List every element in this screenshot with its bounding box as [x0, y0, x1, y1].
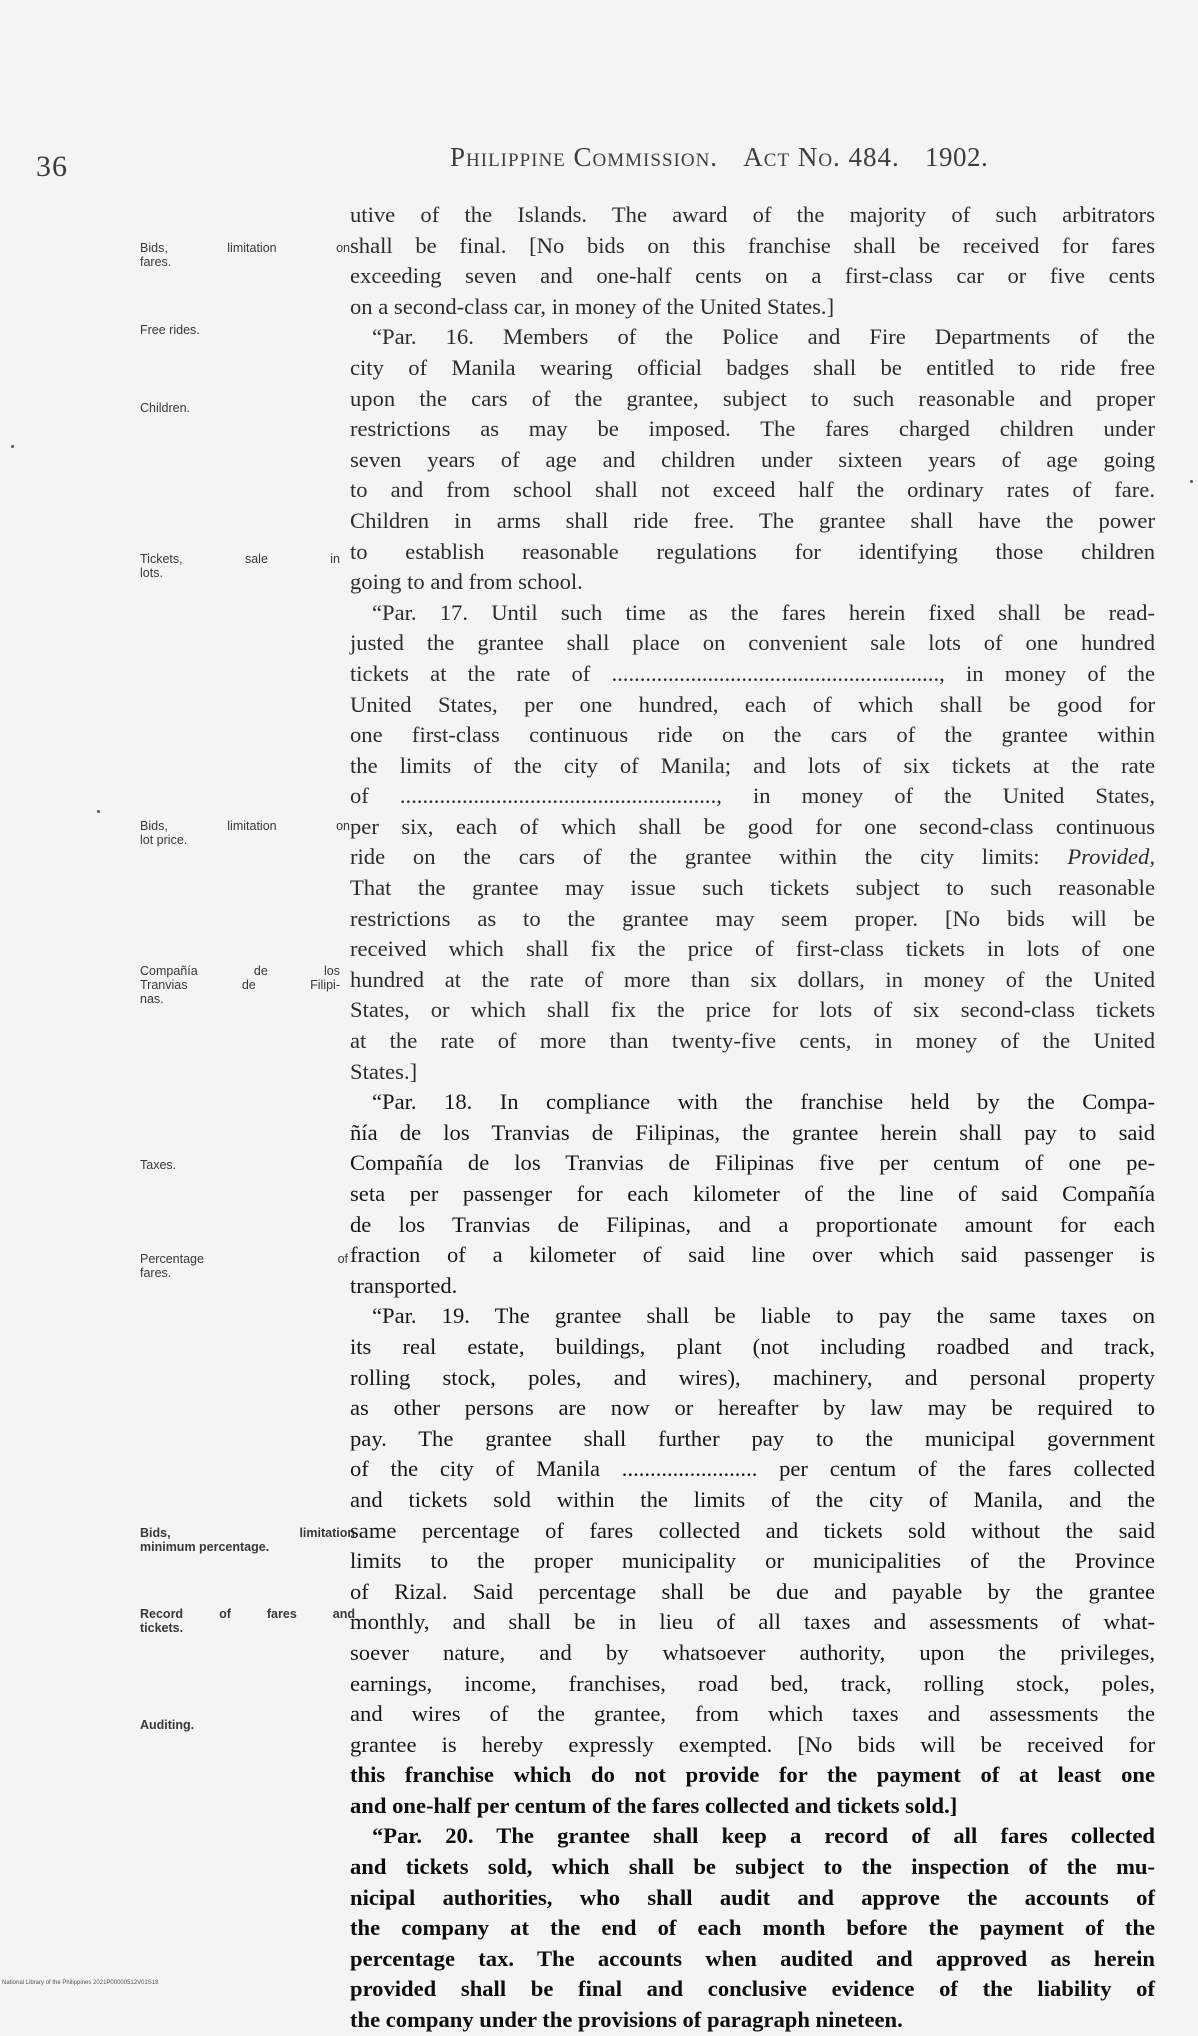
text-line: States.] — [350, 1058, 418, 1084]
running-head — [450, 142, 988, 173]
text-line — [350, 842, 1155, 873]
running-head-title: Philippine Commission. — [450, 142, 719, 172]
text-line: “Par. 20. The grantee shall keep a record of all fares collected — [372, 1823, 1155, 1849]
scan-speck — [97, 810, 100, 813]
body-text — [350, 200, 1155, 2036]
margin-note — [140, 964, 340, 1006]
text-line: restrictions as may be imposed. The fares charged children under — [350, 416, 1155, 442]
text-line: Compañía de los Tranvias de Filipinas five per centum of one pe- — [350, 1150, 1155, 1176]
scan-footer: National Library of the Philippines 2021P00000512V01S18 — [2, 1980, 159, 1986]
text-line: the company under the provisions of paragraph nineteen. — [350, 2007, 903, 2033]
margin-note-line: Taxes. — [140, 1158, 177, 1172]
text-line: to establish reasonable regulations for identifying those children — [350, 538, 1155, 564]
text-line: the limits of the city of Manila; and lots of six tickets at the rate — [350, 752, 1155, 778]
text-line: same percentage of fares collected and tickets sold without the said — [350, 1517, 1155, 1543]
text-line: utive of the Islands. The award of the majority of such arbitrators — [350, 202, 1155, 227]
margin-note — [140, 552, 340, 580]
text-line: justed the grantee shall place on convenient sale lots of one hundred — [350, 630, 1155, 656]
margin-note-line: Compañía de los — [140, 964, 340, 978]
text-line: rolling stock, poles, and wires), machinery, and personal property — [350, 1364, 1155, 1390]
text-line: the company at the end of each month before the payment of the — [350, 1915, 1155, 1941]
margin-note-line: Bids, limitation on — [140, 819, 350, 833]
text-line: ñía de los Tranvias de Filipinas, the grantee herein shall pay to said — [350, 1119, 1155, 1145]
text-line: That the grantee may issue such tickets subject to such reasonable — [350, 875, 1155, 901]
text-line: “Par. 18. In compliance with the franchise held by the Compa- — [372, 1089, 1155, 1115]
page-number: 36 — [36, 150, 68, 183]
running-head-year: 1902. — [925, 142, 989, 172]
margin-note-line: fares. — [140, 1266, 172, 1280]
text-segment: ride on the cars of the grantee within the city limits: — [350, 844, 1040, 870]
text-line: as other persons are now or hereafter by law may be required to — [350, 1395, 1155, 1421]
margin-note — [140, 323, 350, 337]
margin-note-line: fares. — [140, 255, 172, 269]
text-line: “Par. 19. The grantee shall be liable to pay the same taxes on — [372, 1303, 1155, 1329]
text-line: on a second-class car, in money of the United States.] — [350, 293, 835, 319]
text-line: received which shall fix the price of first-class tickets in lots of one — [350, 936, 1155, 962]
text-line: tickets at the rate of .........................................................., in money of the — [350, 660, 1155, 686]
text-line: earnings, income, franchises, road bed, track, rolling stock, poles, — [350, 1670, 1155, 1696]
margin-note — [140, 401, 350, 415]
text-line: transported. — [350, 1272, 458, 1298]
text-line: exceeding seven and one-half cents on a first-class car or five cents — [350, 263, 1155, 289]
margin-note-line: lots. — [140, 566, 163, 580]
text-line: United States, per one hundred, each of which shall be good for — [350, 691, 1155, 717]
scan-speck — [1190, 480, 1193, 483]
text-line: this franchise which do not provide for the payment of at least one — [350, 1762, 1155, 1788]
margin-note-line: lot price. — [140, 833, 188, 847]
text-line: and wires of the grantee, from which taxes and assessments the — [350, 1701, 1155, 1727]
text-line: shall be final. [No bids on this franchise shall be received for fares — [350, 232, 1155, 258]
text-line: of Rizal. Said percentage shall be due and payable by the grantee — [350, 1578, 1155, 1604]
text-line: monthly, and shall be in lieu of all taxes and assessments of what- — [350, 1609, 1155, 1635]
text-line: its real estate, buildings, plant (not including roadbed and track, — [350, 1333, 1155, 1359]
text-line: and one-half per centum of the fares collected and tickets sold.] — [350, 1792, 958, 1818]
text-line: fraction of a kilometer of said line over which said passenger is — [350, 1242, 1155, 1268]
text-line: pay. The grantee shall further pay to the municipal government — [350, 1425, 1155, 1451]
margin-note-line: Tickets, sale in — [140, 552, 340, 566]
margin-note-line: Children. — [140, 401, 191, 415]
margin-note-line: Free rides. — [140, 323, 200, 337]
margin-note-line: Auditing. — [140, 1718, 195, 1732]
text-line: “Par. 16. Members of the Police and Fire Departments of the — [372, 324, 1155, 350]
text-line: nicipal authorities, who shall audit and approve the accounts of — [350, 1884, 1155, 1910]
text-line: States, or which shall fix the price for lots of six second-class tickets — [350, 997, 1155, 1023]
text-line: soever nature, and by whatsoever authority, upon the privileges, — [350, 1639, 1155, 1665]
margin-note-line: Bids, limitation on — [140, 241, 350, 255]
text-line: one first-class continuous ride on the cars of the grantee within — [350, 722, 1155, 748]
text-line: per six, each of which shall be good for one second-class continuous — [350, 813, 1155, 839]
text-line: grantee is hereby expressly exempted. [No bids will be received for — [350, 1731, 1155, 1757]
margin-note — [140, 1158, 350, 1172]
margin-note — [140, 1252, 348, 1280]
text-line: city of Manila wearing official badges shall be entitled to ride free — [350, 354, 1155, 380]
text-line: of the city of Manila ........................ per centum of the fares collected — [350, 1456, 1155, 1482]
scan-speck — [11, 445, 14, 448]
running-head-act: Act No. 484. — [743, 142, 900, 172]
text-line: and tickets sold, which shall be subject to the inspection of the mu- — [350, 1854, 1155, 1880]
margin-note — [140, 1526, 355, 1554]
margin-note — [140, 819, 350, 847]
margin-note-line: tickets. — [140, 1621, 184, 1635]
text-line: provided shall be final and conclusive evidence of the liability of — [350, 1976, 1155, 2002]
text-line: Children in arms shall ride free. The grantee shall have the power — [350, 507, 1155, 533]
text-line: and tickets sold within the limits of the city of Manila, and the — [350, 1486, 1155, 1512]
text-line: “Par. 17. Until such time as the fares herein fixed shall be read- — [372, 599, 1155, 625]
text-line: at the rate of more than twenty-five cents, in money of the United — [350, 1028, 1155, 1054]
text-line: upon the cars of the grantee, subject to such reasonable and proper — [350, 385, 1155, 411]
margin-note — [140, 1718, 350, 1732]
margin-note — [140, 1607, 355, 1635]
margin-note-line: Bids, limitation — [140, 1526, 355, 1540]
text-line: of ........................................................, in money of the United States, — [350, 783, 1155, 809]
margin-note-line: nas. — [140, 992, 164, 1006]
text-line: percentage tax. The accounts when audited and approved as herein — [350, 1945, 1155, 1971]
text-line: hundred at the rate of more than six dollars, in money of the United — [350, 966, 1155, 992]
text-line: going to and from school. — [350, 569, 583, 595]
text-line: seven years of age and children under sixteen years of age going — [350, 446, 1155, 472]
text-line: de los Tranvias de Filipinas, and a proportionate amount for each — [350, 1211, 1155, 1237]
text-line: seta per passenger for each kilometer of the line of said Compañía — [350, 1181, 1155, 1206]
margin-note-line: Percentage of — [140, 1252, 348, 1266]
margin-note — [140, 241, 350, 269]
provided-word: Provided, — [1067, 844, 1156, 870]
text-line: restrictions as to the grantee may seem proper. [No bids will be — [350, 905, 1155, 931]
margin-note-line: minimum percentage. — [140, 1540, 270, 1554]
margin-note-line: Tranvias de Filipi- — [140, 978, 340, 992]
margin-note-line: Record of fares and — [140, 1607, 355, 1621]
text-line: limits to the proper municipality or municipalities of the Province — [350, 1548, 1155, 1574]
text-line: to and from school shall not exceed half the ordinary rates of fare. — [350, 477, 1155, 503]
